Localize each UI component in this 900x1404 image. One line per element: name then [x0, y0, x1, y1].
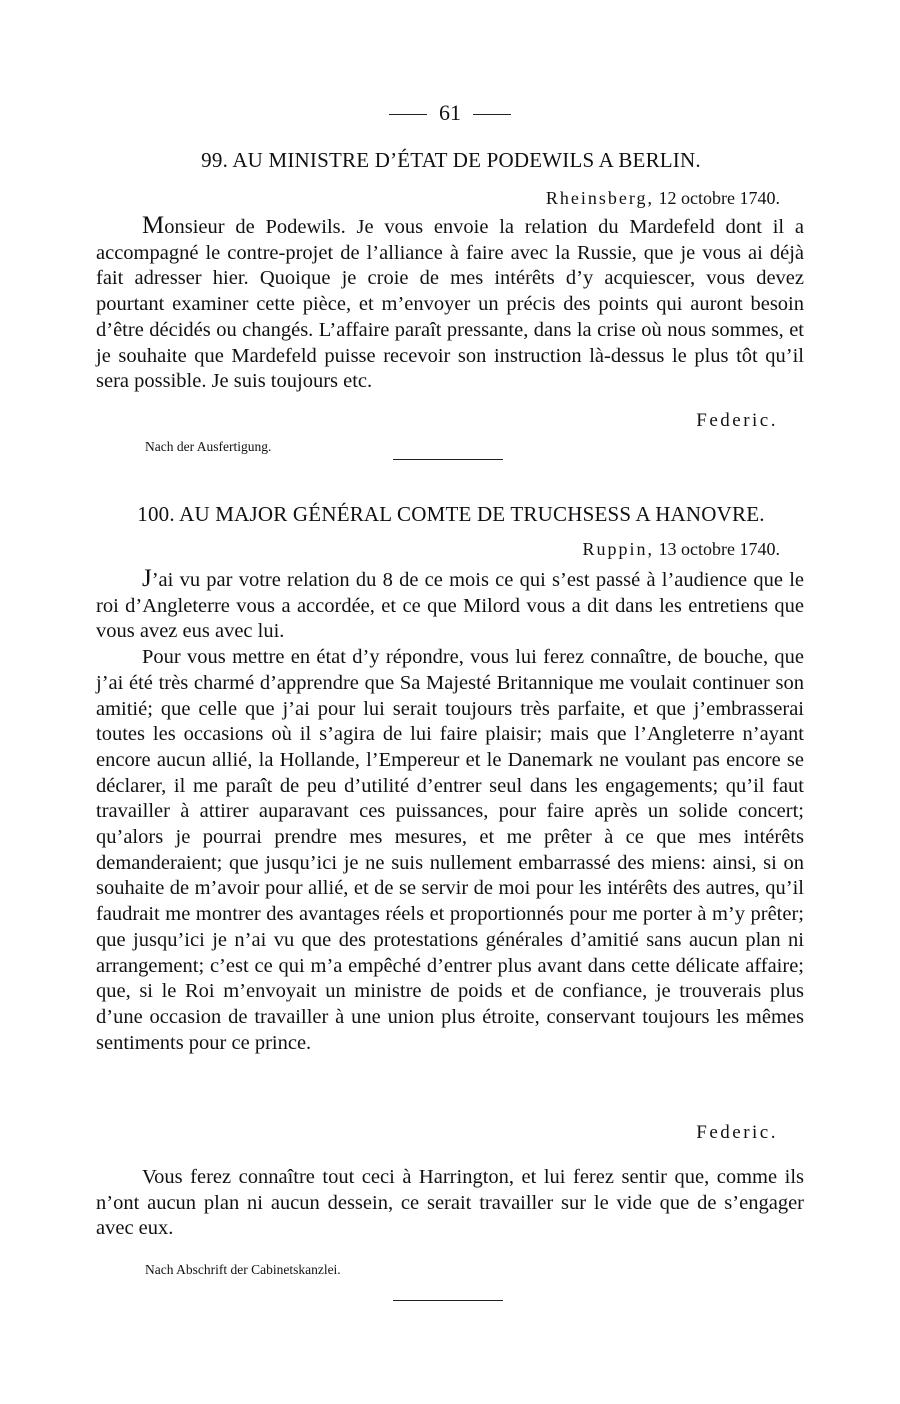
letter-dateline: [583, 539, 781, 560]
page-number-dash-left: [389, 114, 427, 115]
letter-signature: Federic.: [696, 1122, 778, 1143]
postscript-paragraph: Vous ferez connaître tout ceci à Harrington, et lui ferez sentir que, comme ils n’ont aucun plan ni aucun dessein, ce serait travailler sur le vide que de s’engager avec eux.: [96, 1166, 804, 1240]
source-note: Nach der Ausfertigung.: [145, 439, 272, 454]
initial-letter: J: [142, 565, 152, 592]
letter-date: 12 octobre 1740.: [658, 188, 780, 208]
letter-dateline: [546, 188, 780, 209]
source-note: Nach Abschrift der Cabinetskanzlei.: [145, 1262, 341, 1277]
paragraph: J’ai vu par votre relation du 8 de ce mois ce qui s’est passé à l’audience que le roi d’Angleterre vous a accordée, et ce que Milord vous a dit dans les entretiens que vous avez eus avec lui.: [96, 565, 804, 643]
page-number: 61: [0, 100, 900, 126]
letter-body: [96, 566, 804, 1056]
letter-heading: 100. AU MAJOR GÉNÉRAL COMTE DE TRUCHSESS A HANOVRE.: [137, 502, 765, 526]
letter-place: Rheinsberg,: [545, 188, 655, 208]
postscript: [96, 1165, 804, 1242]
section-divider: [393, 459, 503, 460]
paragraph: Monsieur de Podewils. Je vous envoie la relation du Mardefeld dont il a accompagné le contre-projet de l’alliance à faire avec la Russie, que je vous ai déjà fait adresser hier. Quoique je croie de mes intérêts d’y acquiescer, vous devez pourtant examiner cette pièce, et m’envoyer un précis des points qui auront besoin d’être décidés ou changés. L’affaire paraît pressante, dans la crise où nous sommes, et je souhaite que Mardefeld puisse recevoir son instruction là-dessus le plus tôt qu’il sera possible. Je suis toujours etc.: [96, 212, 804, 393]
section-divider: [393, 1300, 503, 1301]
letter-date: 13 octobre 1740.: [658, 539, 780, 559]
letter-heading: 99. AU MINISTRE D’ÉTAT DE PODEWILS A BERLIN.: [201, 148, 701, 172]
page-number-dash-right: [473, 114, 511, 115]
letter-place: Ruppin,: [582, 539, 655, 559]
letter-body: [96, 213, 804, 395]
initial-letter: M: [142, 212, 165, 239]
letter-signature: Federic.: [696, 410, 778, 431]
paragraph: Pour vous mettre en état d’y répondre, vous lui ferez connaître, de bouche, que j’ai été très charmé d’apprendre que Sa Majesté Britannique me voulait continuer son amitié; que celle que j’ai pour lui serait toujours très parfaite, et que j’embrasserai toutes les occasions où il s’agira de lui faire plaisir; mais que l’Angleterre n’ayant encore aucun allié, la Hollande, l’Empereur et le Danemark ne voulant pas encore se déclarer, il me paraît de peu d’utilité d’entrer seul dans les engagements; qu’il faut travailler à attirer auparavant ces puissances, pour faire après un solide concert; qu’alors je pourrai prendre mes mesures, et me prêter à ce que mes intérêts demanderaient; que jusqu’ici je ne suis nullement embarrassé des miens: ainsi, si on souhaite de m’avoir pour allié, et de se servir de moi pour les intérêts des autres, qu’il faudrait me montrer des avantages réels et proportionnés pour me porter à m’y prêter; que jusqu’ici je n’ai vu que des protestations générales d’amitié sans aucun plan ni arrangement; c’est ce qui m’a empêché d’entrer plus avant dans cette délicate affaire; que, si le Roi m’envoyait un ministre de poids et de confiance, je trouverais plus d’une occasion de travailler à une union plus étroite, conservant toujours les mêmes sentiments pour ce prince.: [96, 646, 804, 1054]
